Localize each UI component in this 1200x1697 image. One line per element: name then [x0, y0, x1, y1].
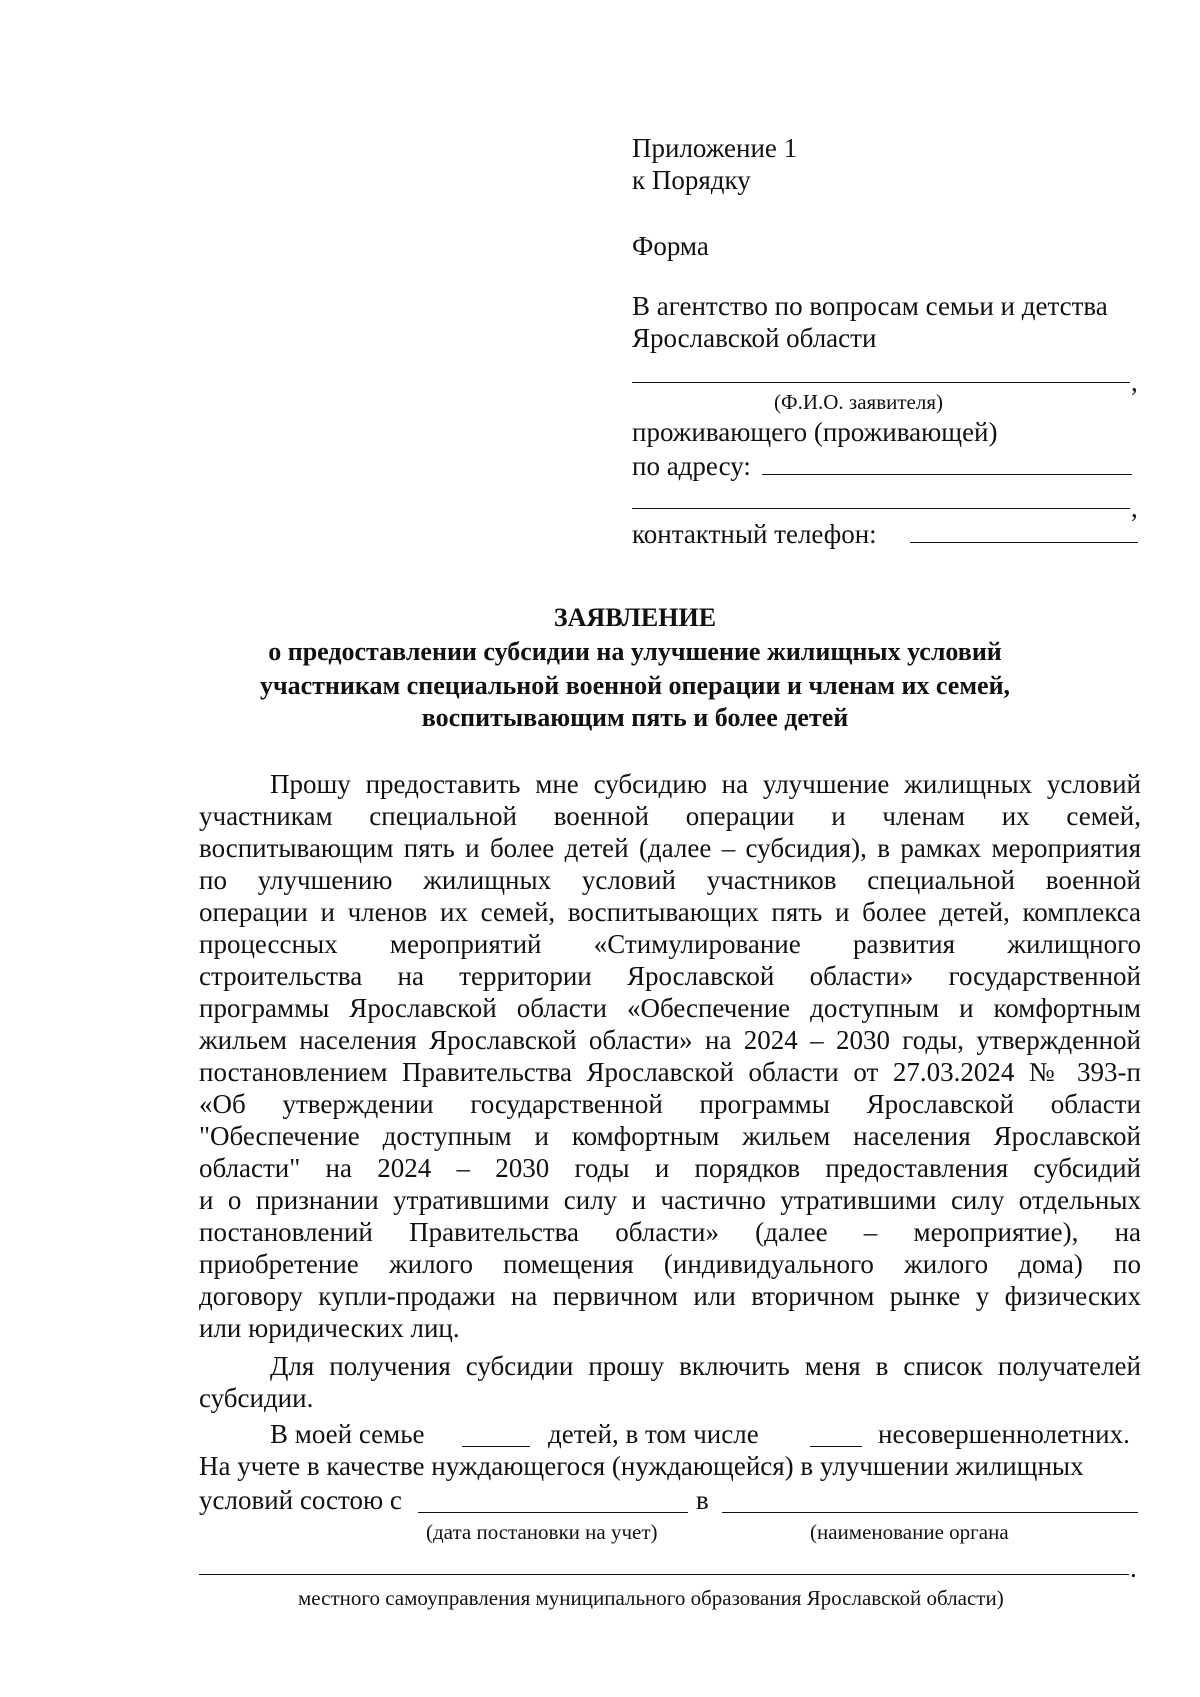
subtitle-line-3: воспитывающим пять и более детей [421, 703, 849, 732]
date-hint: (дата постановки на учет) [426, 1520, 658, 1544]
address-blank[interactable] [762, 474, 1132, 475]
minors-count-blank[interactable] [810, 1446, 862, 1447]
recipient-line-2: Ярославской области [632, 323, 877, 353]
family-text-3: несовершеннолетних. [878, 1419, 1130, 1449]
organ-period: . [1130, 1553, 1137, 1583]
p1-line-6: процессных мероприятий «Стимулирование развития жилищного [199, 929, 1141, 959]
p1-line-7: строительства на территории Ярославской области» государственной [199, 961, 1141, 991]
organ-name-blank-2[interactable] [199, 1574, 1129, 1575]
organ-hint-2: местного самоуправления муниципального образования Ярославской области) [298, 1586, 1004, 1610]
address-comma: , [1131, 493, 1138, 523]
p1-line-8: программы Ярославской области «Обеспечение доступным и комфортным [199, 993, 1141, 1023]
fio-blank[interactable] [632, 382, 1130, 383]
p1-line-16: приобретение жилого помещения (индивидуального жилого дома) по [199, 1249, 1141, 1279]
organ-name-blank[interactable] [722, 1512, 1138, 1513]
p1-line-11: «Об утверждении государственной программы Ярославской области [199, 1089, 1141, 1119]
p2-line-1: Для получения субсидии прошу включить меня в список получателей [270, 1351, 1141, 1381]
p1-line-1: Прошу предоставить мне субсидию на улучшение жилищных условий [270, 769, 1141, 799]
subtitle-line-1: о предоставлении субсидии на улучшение жилищных условий [268, 637, 1002, 666]
p1-line-5: операции и членов их семей, воспитывающих пять и более детей, комплекса [199, 897, 1141, 927]
p1-line-4: по улучшению жилищных условий участников специальной военной [199, 865, 1141, 895]
residing-label: проживающего (проживающей) [632, 417, 998, 447]
p1-line-2: участникам специальной военной операции и членам их семей, [199, 801, 1141, 831]
fio-hint: (Ф.И.О. заявителя) [774, 390, 943, 414]
in-word: в [696, 1485, 709, 1515]
address-blank-2[interactable] [632, 508, 1130, 509]
phone-label: контактный телефон: [632, 519, 877, 549]
document-title: ЗАЯВЛЕНИЕ [553, 603, 717, 632]
recipient-line-1: В агентство по вопросам семьи и детства [632, 291, 1108, 321]
p2-line-2: субсидии. [199, 1383, 314, 1413]
p1-line-3: воспитывающим пять и более детей (далее – субсидия), в рамках мероприятия [199, 833, 1141, 863]
p1-line-18: или юридических лиц. [199, 1313, 460, 1343]
p1-line-10: постановлением Правительства Ярославской области от 27.03.2024 № 393-п [199, 1057, 1141, 1087]
phone-blank[interactable] [910, 542, 1138, 543]
p1-line-13: области" на 2024 – 2030 годы и порядков предоставления субсидий [199, 1153, 1141, 1183]
form-label: Форма [632, 231, 709, 261]
order-label: к Порядку [632, 165, 751, 195]
registration-date-blank[interactable] [418, 1512, 688, 1513]
organ-hint: (наименование органа [810, 1520, 1009, 1544]
p1-line-12: "Обеспечение доступным и комфортным жильем населения Ярославской [199, 1121, 1141, 1151]
p1-line-17: договору купли-продажи на первичном или вторичном рынке у физических [199, 1281, 1141, 1311]
p1-line-15: постановлений Правительства области» (далее – мероприятие), на [199, 1217, 1141, 1247]
family-text-1: В моей семье [270, 1419, 425, 1449]
fio-comma: , [1131, 367, 1138, 397]
p1-line-9: жильем населения Ярославской области» на 2024 – 2030 годы, утвержденной [199, 1025, 1141, 1055]
condition-label: условий состою с [199, 1485, 402, 1515]
registry-line: На учете в качестве нуждающегося (нуждающейся) в улучшении жилищных [199, 1451, 1084, 1481]
appendix-label: Приложение 1 [632, 133, 798, 163]
subtitle-line-2: участникам специальной военной операции и членам их семей, [259, 671, 1011, 700]
address-label: по адресу: [632, 451, 751, 481]
p1-line-14: и о признании утратившими силу и частично утратившими силу отдельных [199, 1185, 1141, 1215]
children-count-blank[interactable] [462, 1446, 530, 1447]
family-text-2: детей, в том числе [548, 1419, 759, 1449]
